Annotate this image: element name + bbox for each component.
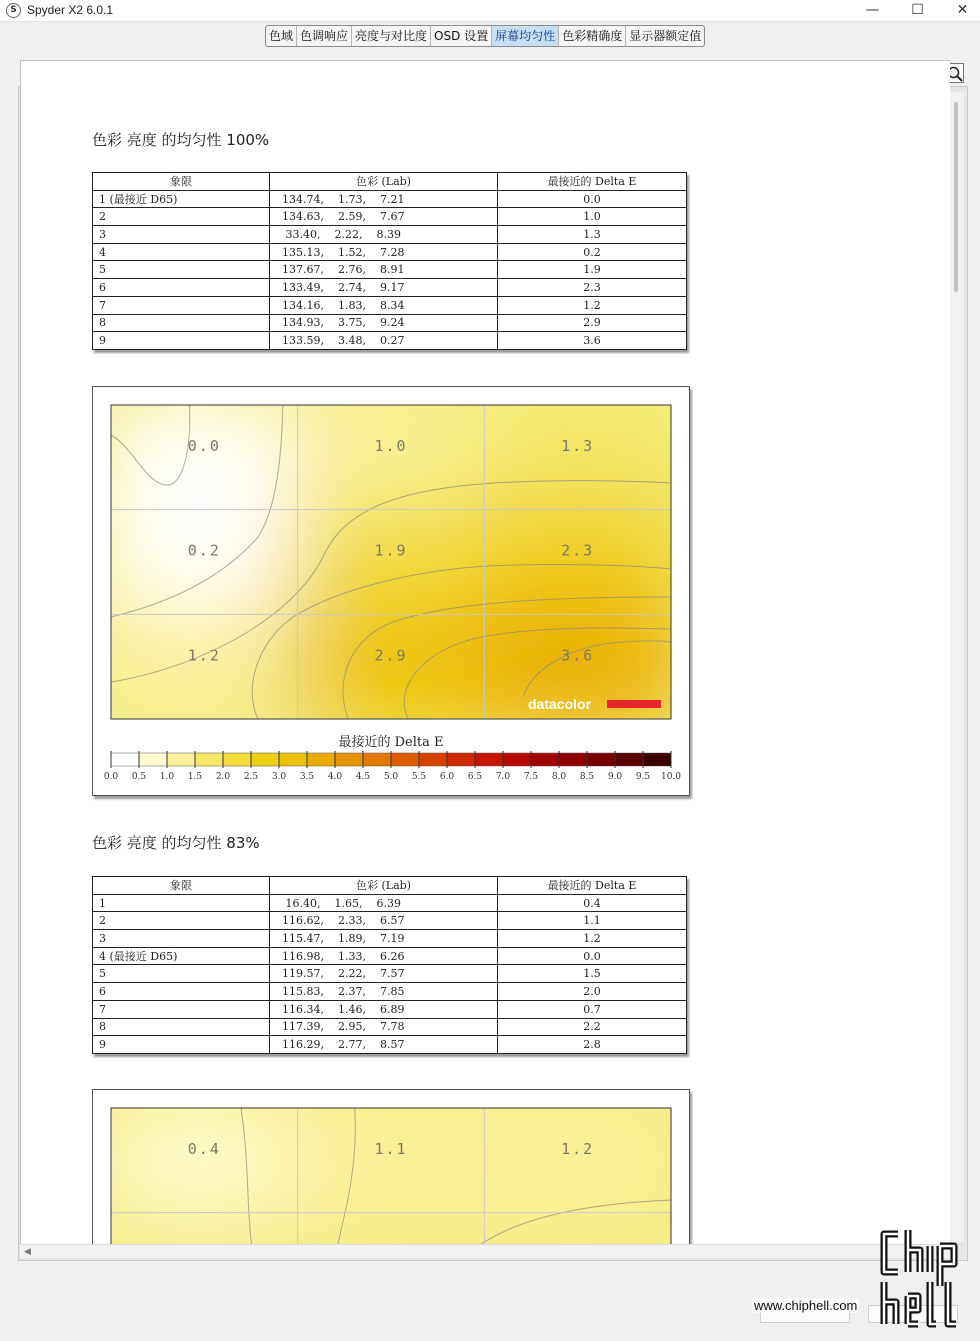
lab-value-cell: 119.57, 2.22, 7.57 xyxy=(270,965,498,983)
tab-1[interactable]: 色调响应 xyxy=(297,26,352,46)
report-page[interactable] xyxy=(20,60,950,1244)
tab-5[interactable]: 色彩精确度 xyxy=(559,26,626,46)
lab-value-cell: 116.34, 1.46, 6.89 xyxy=(270,1000,498,1018)
maximize-button[interactable]: ☐ xyxy=(911,2,924,18)
table-row xyxy=(93,226,687,244)
column-header: 最接近的 Delta E xyxy=(498,173,687,191)
table-row xyxy=(93,947,687,965)
report-tabs xyxy=(265,25,705,47)
lab-value-cell: 134.74, 1.73, 7.21 xyxy=(270,190,498,208)
legend-tick-label: 1.5 xyxy=(187,772,203,782)
legend-tick-label: 2.0 xyxy=(215,772,231,782)
legend-tick-label: 7.5 xyxy=(523,772,539,782)
legend-tick-label: 2.5 xyxy=(243,772,259,782)
scrollbar-thumb[interactable] xyxy=(954,102,958,292)
legend-tick-label: 8.5 xyxy=(579,772,595,782)
quadrant-value: 1.2 xyxy=(187,646,221,665)
quadrant-cell: 7 xyxy=(93,296,270,314)
heatmap-cell xyxy=(474,1098,681,1223)
delta-e-cell: 2.2 xyxy=(498,1018,687,1036)
legend-swatch xyxy=(279,753,308,766)
table-row xyxy=(93,983,687,1001)
quadrant-cell: 7 xyxy=(93,1000,270,1018)
legend-tick-label: 9.5 xyxy=(635,772,651,782)
delta-e-cell: 1.2 xyxy=(498,930,687,948)
legend-tick-label: 3.0 xyxy=(271,772,287,782)
delta-e-cell: 1.9 xyxy=(498,261,687,279)
lab-value-cell: 116.62, 2.33, 6.57 xyxy=(270,912,498,930)
quadrant-value: 0.2 xyxy=(187,541,221,560)
legend-title: 最接近的 Delta E xyxy=(338,735,444,750)
legend-swatch xyxy=(643,753,672,766)
table-row xyxy=(93,1000,687,1018)
quadrant-cell: 3 xyxy=(93,930,270,948)
legend-tick-label: 10.0 xyxy=(660,772,682,782)
delta-e-cell: 2.8 xyxy=(498,1036,687,1054)
legend-tick-label: 5.5 xyxy=(411,772,427,782)
close-button[interactable]: ✕ xyxy=(956,2,969,18)
table-header-row xyxy=(93,877,687,895)
table-row xyxy=(93,261,687,279)
quadrant-cell: 2 xyxy=(93,912,270,930)
quadrant-cell: 5 xyxy=(93,965,270,983)
legend-tick-label: 0.5 xyxy=(131,772,147,782)
uniformity-chart-100 xyxy=(92,386,690,796)
delta-e-cell: 2.0 xyxy=(498,983,687,1001)
datacolor-logo: datacolor xyxy=(528,696,592,712)
heatmap-cell xyxy=(101,604,308,729)
horizontal-scrollbar[interactable] xyxy=(20,1244,950,1258)
legend-swatch xyxy=(335,753,364,766)
quadrant-value: 2.3 xyxy=(561,541,595,560)
legend-swatch xyxy=(531,753,560,766)
table-row xyxy=(93,894,687,912)
delta-e-cell: 0.0 xyxy=(498,190,687,208)
table-row xyxy=(93,1036,687,1054)
legend-swatch xyxy=(363,753,392,766)
chiphell-logo-icon xyxy=(878,1226,970,1330)
quadrant-cell: 4 xyxy=(93,243,270,261)
table-row xyxy=(93,208,687,226)
quadrant-value: 3.6 xyxy=(561,646,595,665)
quadrant-cell: 5 xyxy=(93,261,270,279)
table-row xyxy=(93,332,687,350)
column-header: 象限 xyxy=(93,877,270,895)
quadrant-cell: 2 xyxy=(93,208,270,226)
table-header-row xyxy=(93,173,687,191)
legend-swatch xyxy=(195,753,224,766)
watermark-site: www.chiphell.com xyxy=(754,1298,858,1313)
quadrant-cell: 9 xyxy=(93,332,270,350)
delta-e-cell: 2.3 xyxy=(498,279,687,297)
lab-value-cell: 133.59, 3.48, 0.27 xyxy=(270,332,498,350)
lab-value-cell: 115.47, 1.89, 7.19 xyxy=(270,930,498,948)
delta-e-cell: 0.7 xyxy=(498,1000,687,1018)
legend-swatch xyxy=(391,753,420,766)
lab-value-cell: 117.39, 2.95, 7.78 xyxy=(270,1018,498,1036)
delta-e-cell: 1.0 xyxy=(498,208,687,226)
lab-value-cell: 134.63, 2.59, 7.67 xyxy=(270,208,498,226)
quadrant-cell: 6 xyxy=(93,983,270,1001)
legend-tick-label: 4.0 xyxy=(327,772,343,782)
quadrant-cell: 3 xyxy=(93,226,270,244)
column-header: 色彩 (Lab) xyxy=(270,877,498,895)
delta-e-cell: 1.5 xyxy=(498,965,687,983)
legend-swatch xyxy=(307,753,336,766)
table-row xyxy=(93,243,687,261)
delta-e-cell: 0.0 xyxy=(498,947,687,965)
lab-value-cell: 134.93, 3.75, 9.24 xyxy=(270,314,498,332)
table-row xyxy=(93,930,687,948)
lab-value-cell: 116.29, 2.77, 8.57 xyxy=(270,1036,498,1054)
legend-swatch xyxy=(559,753,588,766)
quadrant-value: 1.3 xyxy=(561,437,595,455)
legend-tick-label: 4.5 xyxy=(355,772,371,782)
tab-4[interactable]: 屏幕均匀性 xyxy=(492,26,559,46)
legend-tick-label: 1.0 xyxy=(159,772,175,782)
legend-tick-label: 9.0 xyxy=(607,772,623,782)
tab-0[interactable]: 色域 xyxy=(266,26,297,46)
quadrant-value: 1.0 xyxy=(374,437,408,455)
column-header: 象限 xyxy=(93,173,270,191)
legend-tick-label: 5.0 xyxy=(383,772,399,782)
window-title: Spyder X2 6.0.1 xyxy=(27,3,114,17)
quadrant-cell: 4 (最接近 D65) xyxy=(93,947,270,965)
table-row xyxy=(93,314,687,332)
lab-value-cell: 134.16, 1.83, 8.34 xyxy=(270,296,498,314)
section-title-83: 色彩 亮度 的均匀性 83% xyxy=(92,834,260,852)
heatmap-cell xyxy=(101,1098,308,1223)
quadrant-cell: 1 (最接近 D65) xyxy=(93,190,270,208)
lab-value-cell: 135.13, 1.52, 7.28 xyxy=(270,243,498,261)
legend-swatch xyxy=(111,753,140,766)
lab-value-cell: 115.83, 2.37, 7.85 xyxy=(270,983,498,1001)
section-title-100: 色彩 亮度 的均匀性 100% xyxy=(92,131,270,149)
app-icon: S xyxy=(6,3,21,18)
quadrant-value: 1.1 xyxy=(374,1140,408,1158)
quadrant-value: 2.9 xyxy=(374,646,408,665)
legend-swatch xyxy=(419,753,448,766)
tab-3[interactable]: OSD 设置 xyxy=(431,26,492,46)
delta-e-cell: 0.2 xyxy=(498,243,687,261)
uniformity-chart-83 xyxy=(92,1089,690,1244)
legend-tick-label: 7.0 xyxy=(495,772,511,782)
legend-swatch xyxy=(475,753,504,766)
lab-value-cell: 133.49, 2.74, 9.17 xyxy=(270,279,498,297)
tab-2[interactable]: 亮度与对比度 xyxy=(352,26,431,46)
quadrant-cell: 8 xyxy=(93,314,270,332)
minimize-button[interactable]: — xyxy=(865,2,880,18)
legend-swatch xyxy=(251,753,280,766)
heatmap-cell xyxy=(288,1098,495,1223)
delta-e-cell: 0.4 xyxy=(498,894,687,912)
legend-swatch xyxy=(167,753,196,766)
quadrant-cell: 9 xyxy=(93,1036,270,1054)
uniformity-table-100 xyxy=(92,172,687,350)
legend-swatch xyxy=(447,753,476,766)
scroll-left-icon[interactable]: ◀ xyxy=(24,1247,31,1257)
quadrant-value: 1.2 xyxy=(561,1140,595,1158)
delta-e-cell: 1.3 xyxy=(498,226,687,244)
legend-tick-label: 3.5 xyxy=(299,772,315,782)
table-row xyxy=(93,912,687,930)
quadrant-value: 0.4 xyxy=(187,1140,221,1158)
legend-tick-label: 0.0 xyxy=(103,772,119,782)
quadrant-value: 1.9 xyxy=(374,541,408,560)
table-row xyxy=(93,279,687,297)
legend-tick-label: 6.5 xyxy=(467,772,483,782)
delta-e-cell: 3.6 xyxy=(498,332,687,350)
legend-swatch xyxy=(587,753,616,766)
table-row xyxy=(93,190,687,208)
quadrant-cell: 6 xyxy=(93,279,270,297)
table-row xyxy=(93,965,687,983)
uniformity-table-83 xyxy=(92,876,687,1054)
lab-value-cell: 16.40, 1.65, 6.39 xyxy=(270,894,498,912)
legend-swatch xyxy=(139,753,168,766)
brand-bar xyxy=(607,700,661,708)
title-bar xyxy=(0,0,980,22)
table-row xyxy=(93,296,687,314)
lab-value-cell: 116.98, 1.33, 6.26 xyxy=(270,947,498,965)
lab-value-cell: 137.67, 2.76, 8.91 xyxy=(270,261,498,279)
quadrant-value: 0.0 xyxy=(187,437,221,455)
quadrant-cell: 1 xyxy=(93,894,270,912)
quadrant-cell: 8 xyxy=(93,1018,270,1036)
delta-e-cell: 1.2 xyxy=(498,296,687,314)
lab-value-cell: 33.40, 2.22, 8.39 xyxy=(270,226,498,244)
delta-e-cell: 1.1 xyxy=(498,912,687,930)
column-header: 最接近的 Delta E xyxy=(498,877,687,895)
legend-tick-label: 8.0 xyxy=(551,772,567,782)
table-row xyxy=(93,1018,687,1036)
legend-swatch xyxy=(615,753,644,766)
legend-tick-label: 6.0 xyxy=(439,772,455,782)
vertical-scrollbar[interactable] xyxy=(950,92,964,1242)
tab-6[interactable]: 显示器额定值 xyxy=(629,29,702,43)
legend-swatch xyxy=(223,753,252,766)
delta-e-cell: 2.9 xyxy=(498,314,687,332)
legend-swatch xyxy=(503,753,532,766)
column-header: 色彩 (Lab) xyxy=(270,173,498,191)
